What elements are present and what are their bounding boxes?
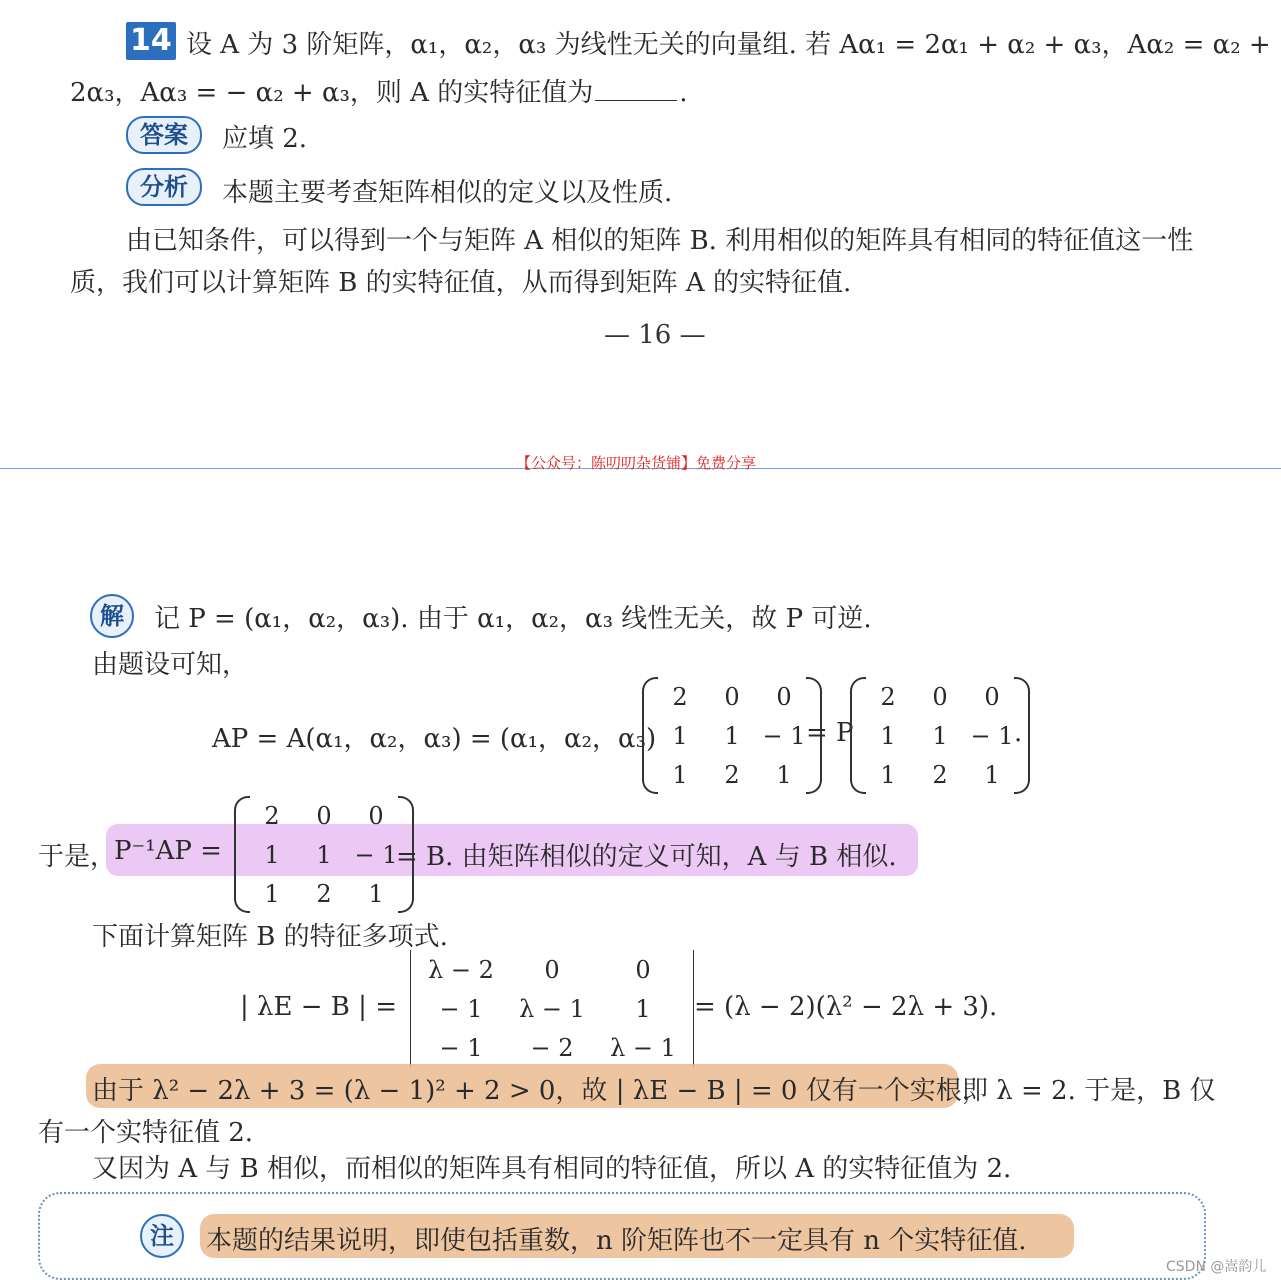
matrix-2-cell: 2 (932, 760, 948, 789)
determinant-table (418, 950, 686, 1067)
matrix-3-cell: 2 (264, 801, 280, 830)
matrix-3-cell: 0 (368, 801, 384, 830)
determinant-cell: λ − 1 (519, 994, 585, 1023)
matrix-3-cell: 0 (316, 801, 332, 830)
matrix-2-cell: 0 (984, 682, 1000, 711)
determinant-cell: 0 (544, 955, 560, 984)
determinant-matrix (408, 950, 696, 1067)
equation-end-period: . (1014, 718, 1023, 748)
equation-ap-left: AP = A(α₁，α₂，α₃) = (α₁，α₂，α₃) (212, 724, 657, 754)
therefore-equation: P⁻¹AP = (114, 836, 222, 866)
determinant-cell: λ − 2 (428, 955, 494, 984)
note-text: 本题的结果说明，即使包括重数，n 阶矩阵也不一定具有 n 个实特征值. (206, 1226, 1027, 1256)
solution-line-1: 记 P = (α₁，α₂，α₃). 由于 α₁，α₂，α₃ 线性无关，故 P 可逆. (154, 604, 872, 634)
matrix-3-left-paren (234, 796, 250, 913)
determinant-cell: λ − 1 (610, 1033, 676, 1062)
page-number: — 16 — (604, 320, 706, 350)
analysis-paragraph-line-2: 质，我们可以计算矩阵 B 的实特征值，从而得到矩阵 A 的实特征值. (70, 268, 852, 298)
matrix-1-left-paren (642, 677, 658, 794)
matrix-2-cell: 1 (984, 760, 1000, 789)
answer-blank (595, 99, 677, 101)
matrix-2-cell: 0 (932, 682, 948, 711)
matrix-1-cell: − 1 (762, 721, 806, 750)
equation-equals-p: = P (806, 718, 854, 748)
matrix-1-cell: 2 (724, 760, 740, 789)
matrix-3 (234, 796, 414, 913)
determinant-cell: 1 (635, 994, 651, 1023)
matrix-3-cell: 1 (264, 840, 280, 869)
therefore-prefix: 于是， (38, 842, 117, 872)
matrix-2-cell: 1 (932, 721, 948, 750)
therefore-rest: = B. 由矩阵相似的定义可知，A 与 B 相似. (396, 842, 897, 872)
matrix-1-cell: 1 (776, 760, 792, 789)
answer-label: 答案 (126, 116, 202, 154)
root-line-highlighted: 由于 λ² − 2λ + 3 = (λ − 1)² + 2 > 0，故 | λE − B | = 0 仅有一个实根， (92, 1076, 988, 1106)
determinant-left-bar (410, 950, 411, 1067)
root-line-rest: 即 λ = 2. 于是，B 仅 (962, 1076, 1216, 1106)
matrix-3-cell: 2 (316, 879, 332, 908)
root-line-2: 有一个实特征值 2. (38, 1118, 254, 1148)
analysis-paragraph-line-1: 由已知条件，可以得到一个与矩阵 A 相似的矩阵 B. 利用相似的矩阵具有相同的特征值这一性 (126, 226, 1194, 256)
problem-line-2-end: . (679, 78, 688, 108)
matrix-1-cell: 0 (724, 682, 740, 711)
problem-number: 14 (126, 22, 176, 60)
matrix-1-cell: 0 (776, 682, 792, 711)
answer-text: 应填 2. (222, 124, 308, 154)
matrix-2-cell: 1 (880, 760, 896, 789)
determinant-cell: − 1 (439, 1033, 483, 1062)
matrix-2 (850, 677, 1030, 794)
matrix-1-cell: 1 (672, 760, 688, 789)
watermark: CSDN @嵩韵儿 (1166, 1259, 1267, 1275)
matrix-1-cell: 1 (672, 721, 688, 750)
matrix-2-left-paren (850, 677, 866, 794)
matrix-3-cell: 1 (368, 879, 384, 908)
determinant-left: | λE − B | = (240, 992, 397, 1022)
matrix-3-table (246, 796, 402, 913)
conclusion-line: 又因为 A 与 B 相似，而相似的矩阵具有相同的特征值，所以 A 的实特征值为 2. (92, 1154, 1012, 1184)
problem-line-1: 设 A 为 3 阶矩阵，α₁，α₂，α₃ 为线性无关的向量组. 若 Aα₁ = 2α₁ + α₂ + α₃，Aα₂ = α₂ + (186, 30, 1271, 60)
matrix-3-cell: 1 (264, 879, 280, 908)
matrix-2-cell: 1 (880, 721, 896, 750)
analysis-text: 本题主要考查矩阵相似的定义以及性质. (222, 178, 673, 208)
matrix-1-cell: 2 (672, 682, 688, 711)
determinant-cell: − 2 (530, 1033, 574, 1062)
matrix-2-cell: − 1 (970, 721, 1014, 750)
matrix-2-cell: 2 (880, 682, 896, 711)
problem-line-2-text: 2α₃，Aα₃ = − α₂ + α₃，则 A 的实特征值为 (70, 78, 594, 108)
matrix-1 (642, 677, 822, 794)
determinant-cell: − 1 (439, 994, 483, 1023)
determinant-cell: 0 (635, 955, 651, 984)
matrix-1-cell: 1 (724, 721, 740, 750)
determinant-right: = (λ − 2)(λ² − 2λ + 3). (694, 992, 998, 1022)
solution-line-2: 由题设可知， (92, 650, 249, 680)
matrix-1-table (654, 677, 810, 794)
solution-label: 解 (90, 594, 134, 638)
promo-banner: 【公众号：陈叨叨杂货铺】免费分享 (516, 454, 757, 472)
problem-line-2 (70, 72, 688, 109)
matrix-2-table (862, 677, 1018, 794)
charpoly-intro: 下面计算矩阵 B 的特征多项式. (92, 922, 448, 952)
matrix-3-cell: − 1 (354, 840, 398, 869)
matrix-3-cell: 1 (316, 840, 332, 869)
note-label: 注 (140, 1214, 184, 1258)
analysis-label: 分析 (126, 168, 202, 206)
